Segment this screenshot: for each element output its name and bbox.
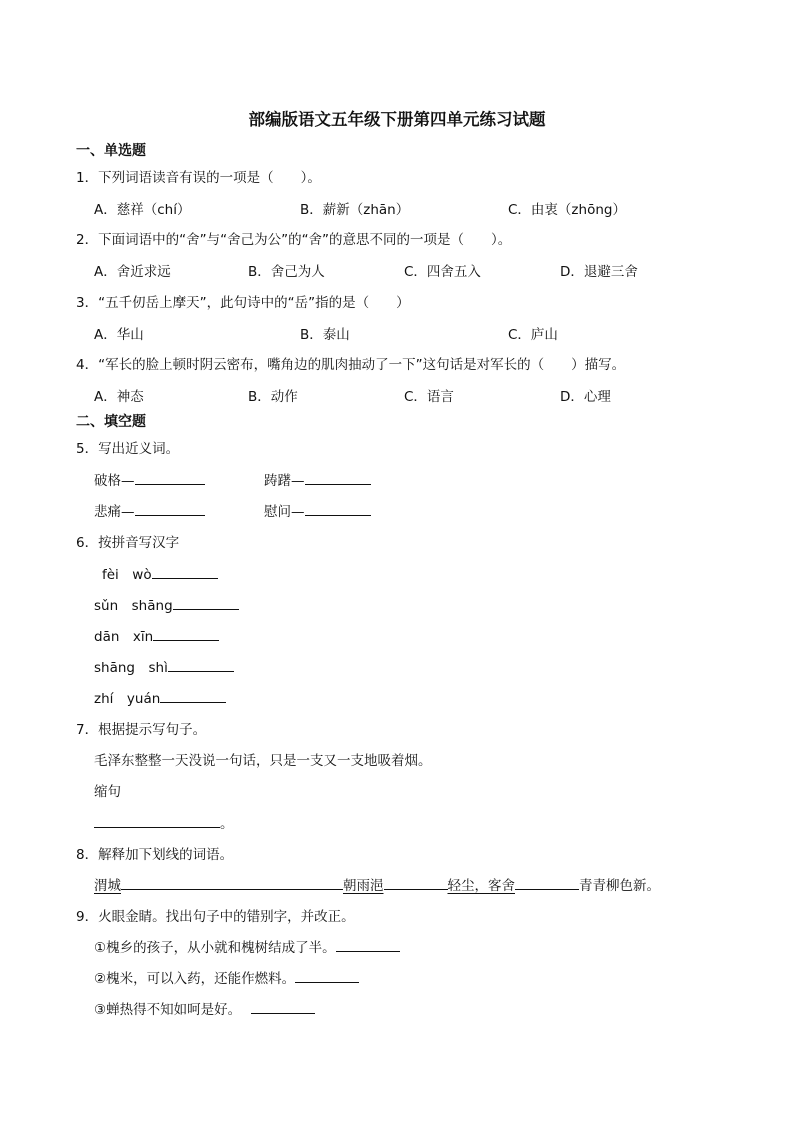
section-heading-fill-blank: 二、填空题 <box>76 414 146 430</box>
question-7-stem: 7．根据提示写句子。 <box>76 722 207 738</box>
question-7-hint: 缩句 <box>94 784 121 800</box>
pinyin-text: zhí yuán <box>94 691 161 707</box>
pinyin-item-1 <box>102 563 218 583</box>
answer-blank[interactable] <box>384 875 448 890</box>
question-3-stem: 3．“五千仞岳上摩天”，此句诗中的“岳”指的是（ ） <box>76 295 410 311</box>
pinyin-text: sǔn shāng <box>94 598 173 614</box>
question-8-poem-line <box>94 874 660 894</box>
synonym-item-4 <box>264 500 371 520</box>
page-title: 部编版语文五年级下册第四单元练习试题 <box>248 110 546 129</box>
answer-blank[interactable] <box>173 595 239 610</box>
question-9-stem: 9．火眼金睛。找出句子中的错别字，并改正。 <box>76 909 355 925</box>
question-4-option-d: D．心理 <box>560 389 611 405</box>
answer-blank[interactable] <box>336 937 400 952</box>
question-9-sentence-1 <box>94 936 400 956</box>
pinyin-item-4 <box>94 656 234 676</box>
answer-blank[interactable] <box>168 657 234 672</box>
question-1-stem: 1．下列词语读音有误的一项是（ ）。 <box>76 170 321 186</box>
pinyin-text: fèi wò <box>102 567 152 583</box>
answer-blank[interactable] <box>121 875 343 890</box>
poem-line-end: 青青柳色新。 <box>579 878 660 894</box>
question-6-stem: 6．按拼音写汉字 <box>76 535 180 551</box>
question-1-option-c: C．由衷（zhōng） <box>508 202 626 218</box>
answer-blank[interactable] <box>295 968 359 983</box>
pinyin-item-2 <box>94 594 239 614</box>
underlined-word: 轻尘，客舍 <box>447 878 515 894</box>
question-4-option-c: C．语言 <box>404 389 454 405</box>
question-9-sentence-2 <box>94 967 359 987</box>
question-1-option-a: A．慈祥（chí） <box>94 202 191 218</box>
question-2-stem: 2．下面词语中的“舍”与“舍己为公”的“舍”的意思不同的一项是（ ）。 <box>76 232 512 248</box>
question-2-option-d: D．退避三舍 <box>560 264 638 280</box>
question-4-stem: 4．“军长的脸上顿时阴云密布，嘴角边的肌肉抽动了一下”这句话是对军长的（ ）描写。 <box>76 357 626 373</box>
question-3-option-b: B．泰山 <box>300 327 350 343</box>
answer-blank[interactable] <box>305 470 371 485</box>
pinyin-item-5 <box>94 687 226 707</box>
section-heading-single-choice: 一、单选题 <box>76 143 146 159</box>
synonym-word: 破格— <box>94 473 135 489</box>
question-1-option-b: B．薪新（zhān） <box>300 202 410 218</box>
answer-blank[interactable] <box>515 875 579 890</box>
question-3-option-a: A．华山 <box>94 327 144 343</box>
question-9-sentence-3 <box>94 998 315 1018</box>
underlined-word: 朝雨浥 <box>343 878 384 894</box>
synonym-word: 踌躇— <box>264 473 305 489</box>
sentence-text: ②槐米，可以入药，还能作燃料。 <box>94 971 296 987</box>
answer-blank[interactable] <box>135 470 205 485</box>
answer-blank[interactable] <box>152 564 218 579</box>
question-5-stem: 5．写出近义词。 <box>76 441 180 457</box>
question-2-option-a: A．舍近求远 <box>94 264 171 280</box>
answer-blank[interactable] <box>251 999 315 1014</box>
answer-blank[interactable] <box>305 501 371 516</box>
answer-blank[interactable] <box>160 688 226 703</box>
question-2-option-b: B．舍己为人 <box>248 264 325 280</box>
question-7-sentence: 毛泽东整整一天没说一句话，只是一支又一支地吸着烟。 <box>94 753 432 769</box>
answer-blank[interactable] <box>135 501 205 516</box>
synonym-item-2 <box>264 469 371 489</box>
question-3-option-c: C．庐山 <box>508 327 558 343</box>
sentence-text: ③蝉热得不知如呵是好。 <box>94 1002 242 1018</box>
question-2-option-c: C．四舍五入 <box>404 264 481 280</box>
question-4-option-a: A．神态 <box>94 389 144 405</box>
pinyin-item-3 <box>94 625 219 645</box>
sentence-text: ①槐乡的孩子，从小就和槐树结成了半。 <box>94 940 336 956</box>
synonym-item-3 <box>94 500 205 520</box>
question-7-answer <box>94 812 234 832</box>
underlined-word: 渭城 <box>94 878 121 894</box>
pinyin-text: dān xīn <box>94 629 154 645</box>
question-8-stem: 8．解释加下划线的词语。 <box>76 847 234 863</box>
answer-blank[interactable] <box>94 813 220 828</box>
question-4-option-b: B．动作 <box>248 389 298 405</box>
synonym-item-1 <box>94 469 205 489</box>
sentence-end-mark: 。 <box>220 816 234 832</box>
pinyin-text: shāng shì <box>94 660 168 676</box>
synonym-word: 慰问— <box>264 504 305 520</box>
synonym-word: 悲痛— <box>94 504 135 520</box>
answer-blank[interactable] <box>153 626 219 641</box>
